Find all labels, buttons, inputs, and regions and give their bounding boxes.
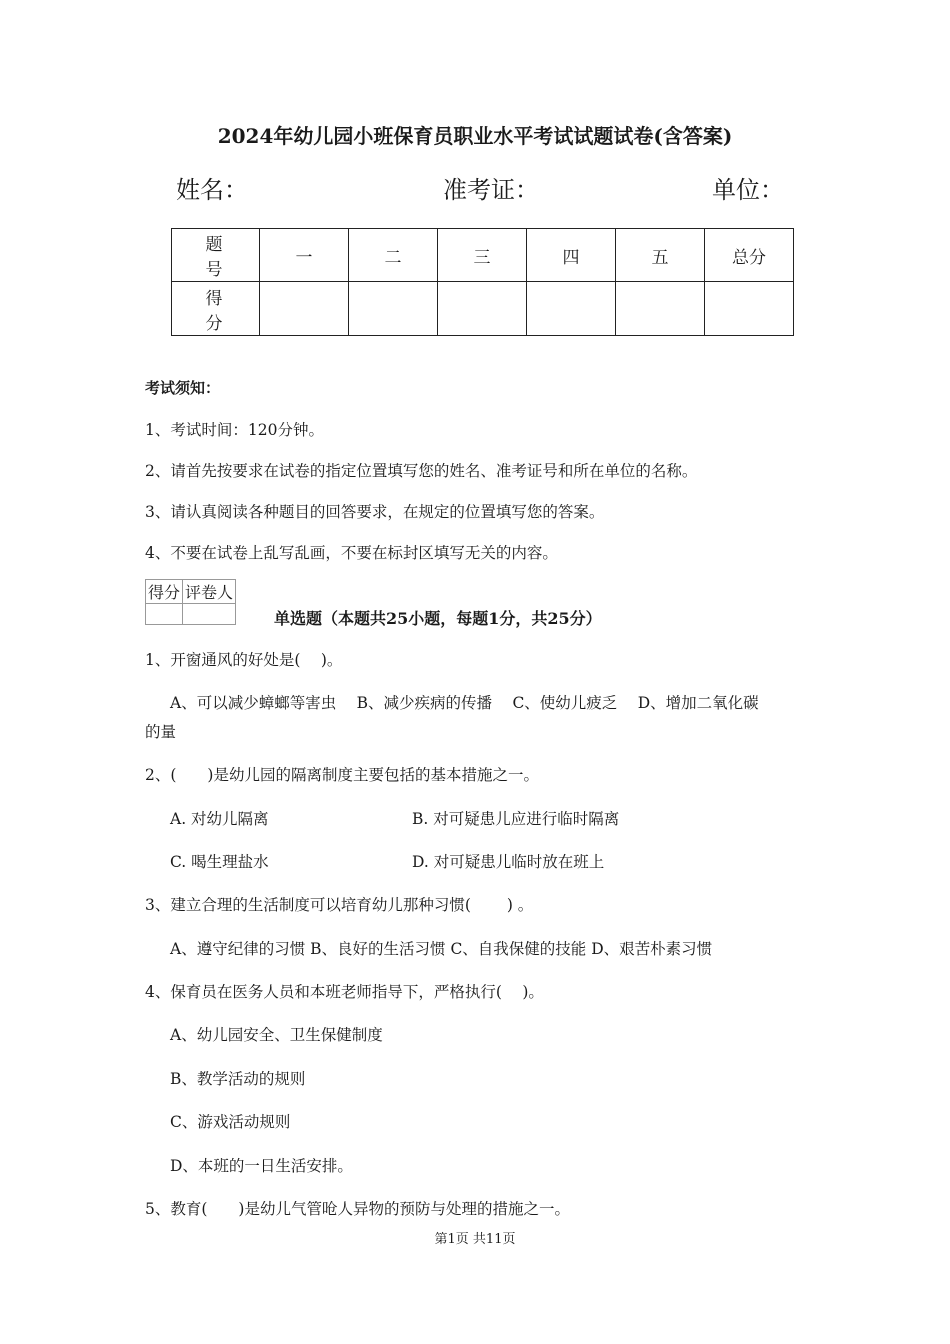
score-cell-1: [260, 282, 349, 336]
question-3-options: A、遵守纪律的习惯 B、良好的生活习惯 C、自我保健的技能 D、艰苦朴素习惯: [170, 940, 713, 958]
question-2-option-c: C. 喝生理盐水: [170, 853, 269, 871]
score-table-score-row: [172, 282, 794, 336]
score-header-2: 二: [349, 229, 438, 282]
grader-table: [145, 579, 236, 625]
score-table: [171, 228, 794, 336]
question-3-stem: 3、建立合理的生活制度可以培育幼儿那种习惯( ) 。: [145, 896, 534, 914]
notice-item-2: 2、请首先按要求在试卷的指定位置填写您的姓名、准考证号和所在单位的名称。: [145, 462, 698, 480]
question-1-options: A、可以减少蟑螂等害虫 B、减少疾病的传播 C、使幼儿疲乏 D、增加二氧化碳: [170, 694, 759, 712]
question-1-options-cont: 的量: [145, 723, 177, 741]
question-2-option-a: A. 对幼儿隔离: [170, 810, 269, 828]
question-5-stem: 5、教育( )是幼儿气管呛人异物的预防与处理的措施之一。: [145, 1200, 570, 1218]
score-cell-total: [705, 282, 794, 336]
grader-name-cell: [183, 604, 236, 625]
question-2-option-d: D. 对可疑患儿临时放在班上: [412, 853, 605, 871]
question-2-stem: 2、( )是幼儿园的隔离制度主要包括的基本措施之一。: [145, 766, 539, 784]
score-header-label: 题 号: [172, 229, 260, 282]
question-4-stem: 4、保育员在医务人员和本班老师指导下，严格执行( )。: [145, 983, 544, 1001]
unit-label: 单位：: [712, 176, 784, 204]
grader-name-label: 评卷人: [183, 580, 236, 604]
notice-item-4: 4、不要在试卷上乱写乱画，不要在标封区填写无关的内容。: [145, 544, 558, 562]
notice-item-1: 1、考试时间：120分钟。: [145, 421, 324, 439]
score-header-4: 四: [527, 229, 616, 282]
section-title: 单选题（本题共25小题，每题1分，共25分）: [274, 609, 602, 628]
question-4-option-a: A、幼儿园安全、卫生保健制度: [170, 1026, 383, 1044]
score-cell-2: [349, 282, 438, 336]
score-cell-5: [616, 282, 705, 336]
exam-number-label: 准考证：: [443, 176, 539, 204]
score-cell-4: [527, 282, 616, 336]
name-label: 姓名：: [176, 176, 248, 204]
page-title: 2024年幼儿园小班保育员职业水平考试试题试卷(含答案): [217, 124, 733, 148]
question-2-option-b: B. 对可疑患儿应进行临时隔离: [412, 810, 620, 828]
question-4-option-d: D、本班的一日生活安排。: [170, 1157, 353, 1175]
question-1-stem: 1、开窗通风的好处是( )。: [145, 651, 343, 669]
score-cell-3: [438, 282, 527, 336]
score-header-5: 五: [616, 229, 705, 282]
score-row-label: 得 分: [172, 282, 260, 336]
page-footer: 第1页 共11页: [434, 1232, 516, 1247]
score-header-1: 一: [260, 229, 349, 282]
question-4-option-c: C、游戏活动规则: [170, 1113, 291, 1131]
score-header-3: 三: [438, 229, 527, 282]
grader-score-label: 得分: [146, 580, 183, 604]
grader-score-cell: [146, 604, 183, 625]
score-table-header-row: [172, 229, 794, 282]
score-header-total: 总分: [705, 229, 794, 282]
question-4-option-b: B、教学活动的规则: [170, 1070, 306, 1088]
notice-item-3: 3、请认真阅读各种题目的回答要求，在规定的位置填写您的答案。: [145, 503, 605, 521]
notice-heading: 考试须知：: [145, 379, 221, 397]
